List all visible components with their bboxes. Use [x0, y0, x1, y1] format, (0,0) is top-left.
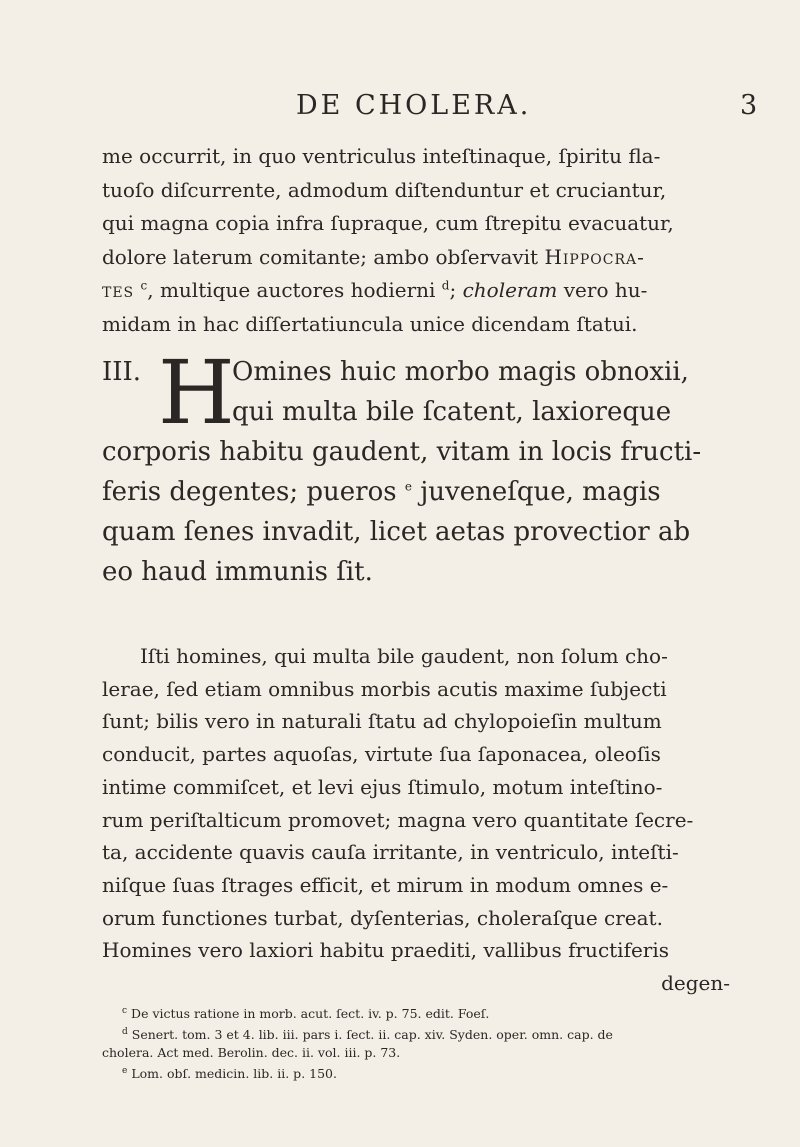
- footnote-mark: c: [122, 1006, 128, 1016]
- text-line: [102, 241, 730, 275]
- text-line: lerae, ſed etiam omnibus morbis acutis maxime ſubjecti: [102, 676, 667, 701]
- text-line: conducit, partes aquoſas, virtute ſua ſaponacea, oleoſis: [102, 742, 661, 767]
- footnote-ref-c: c: [140, 278, 148, 293]
- text-line: qui multa bile ſcatent, laxioreque: [232, 397, 672, 427]
- footnote-text: cholera. Act med. Berolin. dec. ii. vol. iii. p. 73.: [102, 1045, 401, 1061]
- section-number: III.: [102, 357, 142, 387]
- drop-cap: H: [158, 341, 235, 444]
- text-line: Homines vero laxiori habitu praediti, vallibus fructiferis: [102, 938, 670, 963]
- footnote-text: Senert. tom. 3 et 4. lib. iii. pars i. ſect. ii. cap. xiv. Syden. oper. omn. cap. de: [131, 1027, 613, 1043]
- page-number: 3: [740, 90, 758, 121]
- text-line: orum functiones turbat, dyſenterias, choleraſque creat.: [102, 905, 663, 930]
- footnotes: [102, 1002, 730, 1083]
- text-segment: feris degentes; pueros: [102, 477, 397, 507]
- footnote-mark: e: [122, 1066, 128, 1077]
- text-segment: dolore laterum comitante; ambo obſervavit: [102, 244, 539, 269]
- section-iii: [102, 341, 730, 592]
- running-head: DE CHOLERA.: [296, 90, 532, 121]
- text-line: ta, accidente quavis cauſa irritante, in ventriculo, inteſti-: [102, 840, 679, 865]
- text-line: intime commiſcet, et levi ejus ſtimulo, motum inteſtino-: [102, 774, 663, 799]
- paragraph-body: [102, 640, 730, 1000]
- text-line: me occurrit, in quo ventriculus inteſtinaque, ſpiritu fla-: [102, 144, 661, 168]
- name-hippocrates-end: tes: [102, 278, 135, 302]
- page-header: [0, 88, 800, 128]
- footnote-ref-d: d: [441, 278, 450, 293]
- text-line: ſunt; bilis vero in naturali ſtatu ad chylopoieſin multum: [102, 709, 662, 734]
- emphasis-choleram: choleram: [462, 278, 558, 302]
- text-line: rum periſtalticum promovet; magna vero quantitate ſecre-: [102, 807, 694, 832]
- catchword: degen-: [661, 971, 730, 996]
- text-segment: vero hu-: [563, 278, 648, 302]
- text-line: [102, 472, 730, 512]
- text-line: tuoſo diſcurrente, admodum diſtenduntur et cruciantur,: [102, 177, 667, 202]
- text-line: [102, 274, 730, 308]
- text-line: eo haud immunis ſit.: [102, 557, 373, 587]
- footnote-text: De victus ratione in morb. acut. ſect. iv. p. 75. edit. Foeſ.: [131, 1006, 490, 1022]
- footnote-mark: d: [122, 1027, 128, 1038]
- text-line: quam ſenes invadit, licet aetas provectior ab: [102, 517, 691, 547]
- text-line: qui magna copia infra ſupraque, cum ſtrepitu evacuatur,: [102, 211, 674, 235]
- text-segment: , multique auctores hodierni: [147, 278, 436, 302]
- text-segment: juveneſque, magis: [420, 477, 661, 507]
- footnote-e: [102, 1062, 730, 1083]
- paragraph-continuation: [102, 140, 730, 341]
- footnote-text: Lom. obſ. medicin. lib. ii. p. 150.: [131, 1066, 337, 1082]
- footnote-d: [102, 1023, 730, 1044]
- footnote-ref-e: e: [404, 479, 412, 494]
- text-line: Omines huic morbo magis obnoxii,: [232, 357, 689, 387]
- footnote-c: [102, 1002, 730, 1023]
- text-line: Iſti homines, qui multa bile gaudent, non ſolum cho-: [140, 644, 668, 668]
- name-hippocrates: Hippocra-: [544, 244, 645, 269]
- text-line: midam in hac diſſertatiuncula unice dicendam ſtatui.: [102, 311, 638, 336]
- footnote-d-continued: [102, 1044, 730, 1062]
- text-segment: ;: [449, 278, 457, 302]
- text-line: corporis habitu gaudent, vitam in locis fructi-: [102, 437, 702, 467]
- text-line: niſque ſuas ſtrages efficit, et mirum in modum omnes e-: [102, 872, 669, 897]
